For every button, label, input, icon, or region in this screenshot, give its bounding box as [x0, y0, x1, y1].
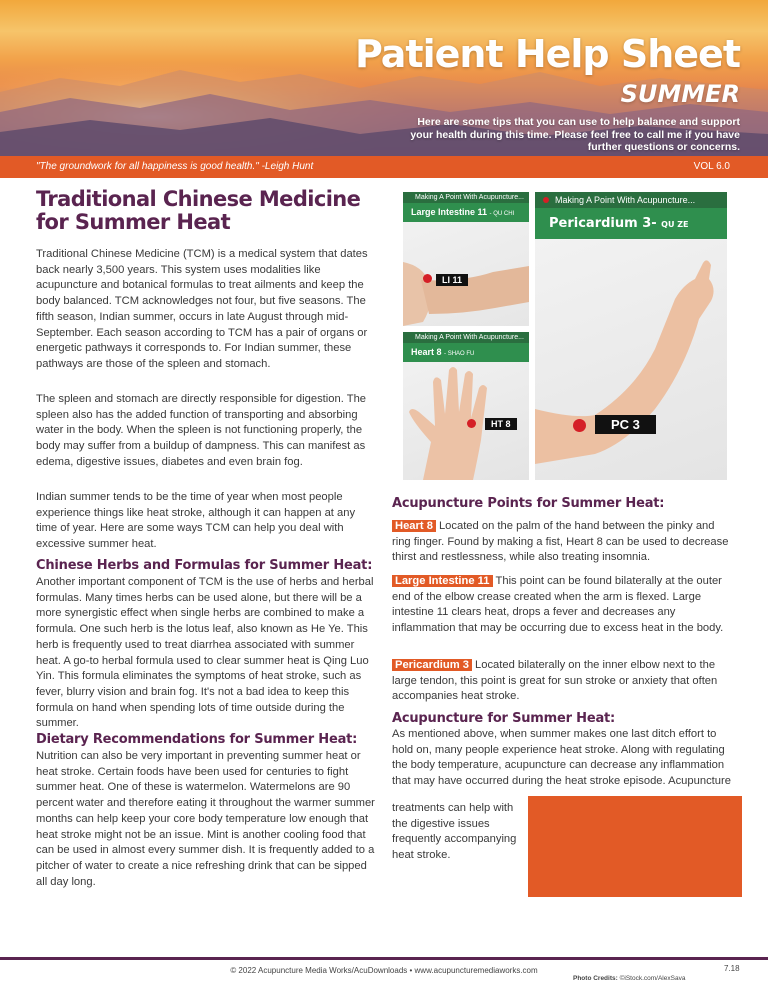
main-heading: Traditional Chinese Medicine for Summer Heat — [36, 187, 361, 234]
pc3-tag: Pericardium 3 — [392, 659, 472, 671]
heart8-text: Located on the palm of the hand between the pinky and ring finger. Found by making a fist, Heart 8 can be used to decrease thirst and restlessness, while also treating insomnia. — [392, 520, 729, 564]
ht8-photo — [403, 332, 529, 480]
volume-label: VOL 6.0 — [693, 161, 730, 172]
sheet-code: 7.18 — [724, 964, 740, 973]
quote-text: "The groundwork for all happiness is good health." -Leigh Hunt — [36, 161, 314, 172]
pc3-title-bar — [535, 208, 727, 239]
credits-text: ©iStock.com/AlexSava — [619, 975, 686, 982]
herbs-heading: Chinese Herbs and Formulas for Summer Heat: — [36, 558, 373, 573]
pc3-text: Located bilaterally on the inner elbow next to the large tendon, this point is great for sun stroke or anxiety that often accompanies heat stroke. — [392, 659, 718, 703]
copyright-text: © 2022 Acupuncture Media Works/AcuDownloads • www.acupuncturemediaworks.com — [230, 966, 538, 975]
heart8-tag: Heart 8 — [392, 520, 436, 532]
photo-credits — [573, 975, 685, 982]
pc3-arm-illustration — [535, 239, 727, 480]
ht8-top-text: Making A Point With Acupuncture... — [415, 334, 524, 341]
diet-text: Nutrition can also be very important in preventing summer heat or heat stroke. Certain foods have been used for centuries to fight summer heat. One of these is watermelon. Watermelons are 90 percent water and therefore eating it throughout the warmer summer months can help keep your core body temperature low enough that heat stroke might not be an issue. Mint is another cooling food that can be used in almost every summer dish. It is frequently added to a pitcher of water to create a nice refreshing drink that can be sipped all day long. — [36, 750, 375, 888]
orange-callout-box — [528, 796, 742, 897]
pc3-text-block — [392, 658, 734, 705]
pc3-label: PC 3 — [595, 415, 656, 434]
li11-text: This point can be found bilaterally at the outer end of the elbow crease created when the arm is flexed. Large intestine 11 clears heat, drops a fever and decreases any inflammation that may be occurring due to excess heat in the body. — [392, 575, 724, 635]
li11-label: LI 11 — [436, 274, 468, 286]
ht8-title-bar — [403, 343, 529, 362]
ht8-top-strip — [403, 332, 529, 343]
ht8-chinese: - SHAO FU — [444, 351, 475, 357]
page-title: Patient Help Sheet — [354, 32, 740, 76]
paragraph-spleen: The spleen and stomach are directly responsible for digestion. The spleen also has the added function of transporting and absorbing water in the body. When the spleen is not functioning properly, the body may suffer from a buildup of dampness. This can manifest as edema, digestive issues, diabetes and even brain fog. — [36, 393, 367, 468]
pc3-title: Pericardium 3- — [549, 216, 657, 231]
li11-chinese: - QU CHI — [489, 211, 515, 217]
pc3-photo — [535, 192, 727, 480]
li11-top-strip — [403, 192, 529, 203]
ht8-label: HT 8 — [485, 418, 517, 430]
herbs-text: Another important component of TCM is the use of herbs and herbal formulas. Many times herbs can be used alone, but there will be a more synergistic effect when single herbs are combined to make a formula. One such herb is the lotus leaf, also known as He Ye. This herb is frequently used to treat diarrhea associated with summer heat. A go-to herbal formula used to clear summer heat is Qing Luo Yin. This formula eliminates the symptoms of heat stroke, such as fever, blurry vision and brain fog. It's not a bad idea to keep this formula on hand when spending lots of time outside during the summer. — [36, 576, 374, 730]
pc3-chinese: QU ZE — [661, 220, 689, 229]
acupuncture-heading: Acupuncture for Summer Heat: — [392, 711, 616, 726]
heart8-text-block — [392, 519, 734, 566]
paragraph-indian-summer: Indian summer tends to be the time of year when most people experience things like heat stroke, although it can happen at any time of year. Here are some ways TCM can help you deal with excessive summer heat. — [36, 491, 356, 551]
ht8-point-dot — [467, 419, 476, 428]
li11-title: Large Intestine 11 — [411, 207, 488, 217]
li11-photo — [403, 192, 529, 326]
acupuncture-text: As mentioned above, when summer makes one last ditch effort to hold on, many people experience heat stroke. Along with regulating the body temperature, acupuncture can decrease any inflammation that may have occurred during the heat stroke episode. Acupuncture — [392, 728, 731, 788]
li11-title-bar — [403, 203, 529, 222]
li11-point-dot — [423, 274, 432, 283]
li11-tag: Large Intestine 11 — [392, 575, 493, 587]
pc3-top-strip — [535, 192, 727, 208]
credits-label: Photo Credits: — [573, 975, 618, 982]
diet-heading: Dietary Recommendations for Summer Heat: — [36, 732, 358, 747]
pc3-top-text: Making A Point With Acupuncture... — [555, 195, 696, 205]
intro-text: Here are some tips that you can use to help balance and support your health during this time. Please feel free to call me if you have further questions or concerns. — [410, 116, 740, 153]
li11-top-text: Making A Point With Acupuncture... — [415, 194, 524, 201]
pc3-strip-dot — [543, 197, 549, 203]
pc3-point-dot — [573, 419, 586, 432]
li11-text-block — [392, 574, 734, 637]
page-subtitle: SUMMER — [620, 80, 740, 108]
acupuncture-text-cont: treatments can help with the digestive issues frequently accompanying heat stroke. — [392, 802, 517, 862]
points-heading: Acupuncture Points for Summer Heat: — [392, 496, 665, 511]
footer-divider — [0, 957, 768, 960]
ht8-title: Heart 8 — [411, 347, 442, 357]
paragraph-intro: Traditional Chinese Medicine (TCM) is a medical system that dates back nearly 3,500 years. This system uses modalities like acupuncture and botanical formulas to treat ailments and keep the body balanced. TCM acknowledges not four, but five seasons. The fifth season, Indian summer, occurs in late August through mid-September. Each season according to TCM has a pair of organs or energetic pathways it corresponds to. For Indian summer, these pathways are those of the spleen and stomach. — [36, 248, 368, 370]
